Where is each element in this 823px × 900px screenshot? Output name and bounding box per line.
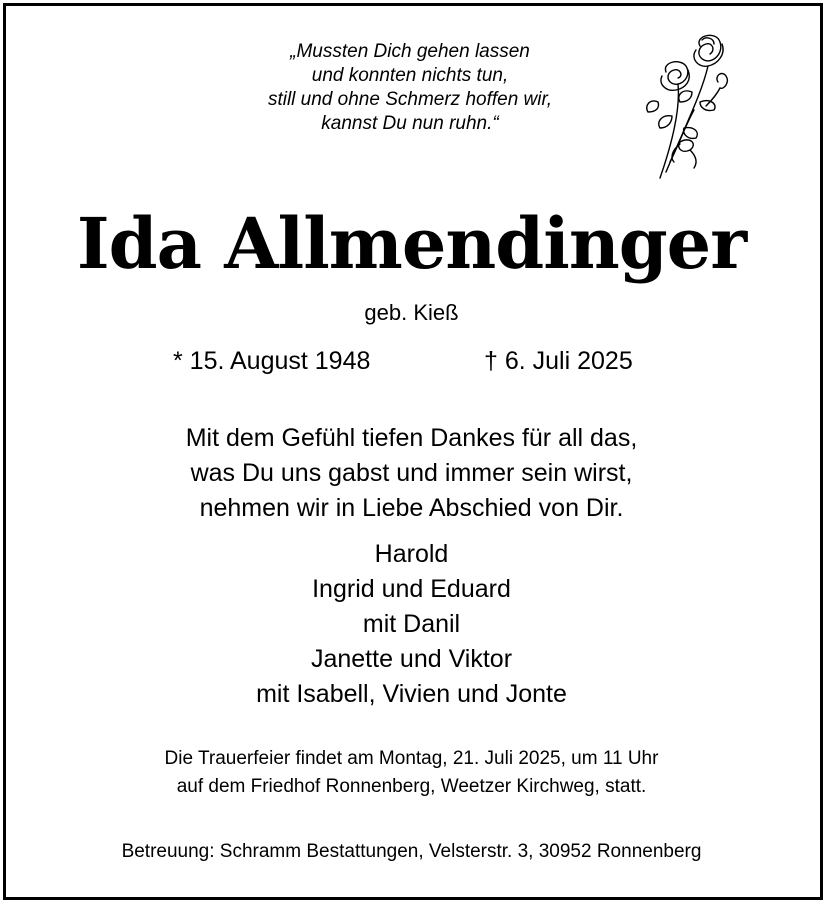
- birth-name: geb. Kieß: [364, 300, 459, 325]
- birth-date: * 15. August 1948: [173, 347, 371, 375]
- mourner-line: mit Danil: [362, 610, 461, 638]
- ceremony-info: [0, 745, 823, 801]
- undertaker-info: Betreuung: Schramm Bestattungen, Velsterstr. 3, 30952 Ronnenberg: [121, 841, 702, 862]
- mourner-line: Harold: [374, 540, 449, 568]
- deceased-name: Ida Allmendinger: [76, 202, 747, 285]
- farewell-line: Mit dem Gefühl tiefen Dankes für all das,: [185, 424, 638, 452]
- farewell-text: [0, 421, 823, 526]
- memorial-quote: [160, 40, 660, 136]
- quote-line: kannst Du nun ruhn.“: [321, 113, 499, 134]
- ceremony-line: auf dem Friedhof Ronnenberg, Weetzer Kirchweg, statt.: [176, 776, 647, 797]
- farewell-line: nehmen wir in Liebe Abschied von Dir.: [199, 494, 624, 522]
- mourner-line: Ingrid und Eduard: [312, 575, 511, 603]
- quote-line: „Mussten Dich gehen lassen: [290, 41, 530, 62]
- quote-line: still und ohne Schmerz hoffen wir,: [267, 89, 553, 110]
- farewell-line: was Du uns gabst und immer sein wirst,: [190, 459, 633, 487]
- quote-line: und konnten nichts tun,: [311, 65, 509, 86]
- mourners-list: [0, 537, 823, 712]
- death-date: † 6. Juli 2025: [484, 347, 633, 375]
- mourner-line: Janette und Viktor: [310, 645, 513, 673]
- ceremony-line: Die Trauerfeier findet am Montag, 21. Juli 2025, um 11 Uhr: [164, 748, 659, 769]
- rose-icon: [636, 32, 736, 182]
- mourner-line: mit Isabell, Vivien und Jonte: [256, 680, 567, 708]
